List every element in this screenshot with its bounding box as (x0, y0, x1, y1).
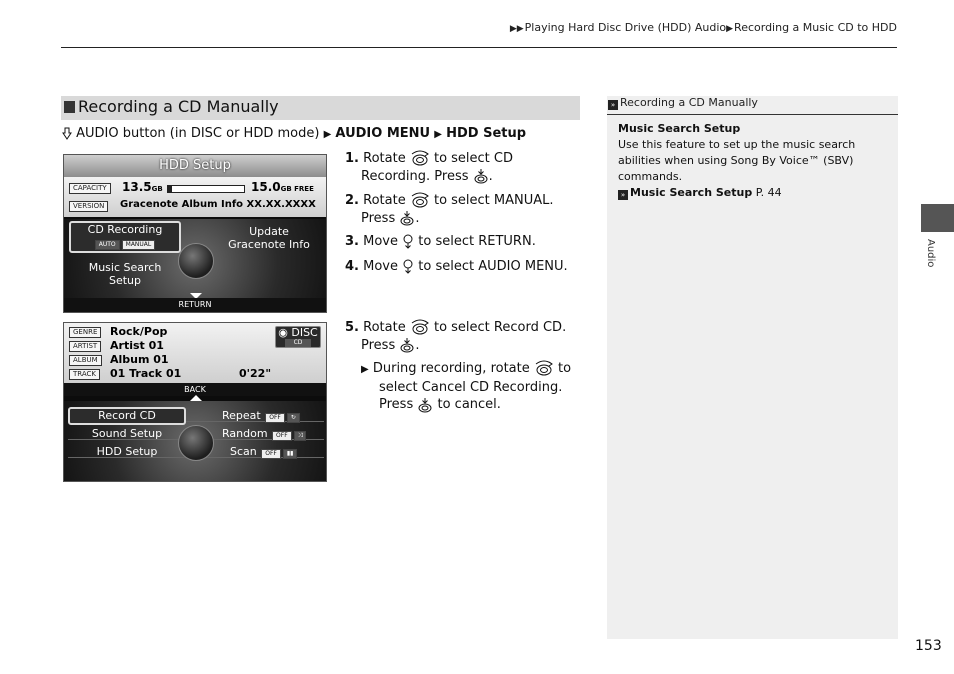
breadcrumb (510, 21, 897, 34)
step-text: . (415, 337, 420, 353)
disc-sub: CD (285, 339, 311, 347)
rotate-knob-icon (410, 192, 430, 209)
side-note-text: Use this feature to set up the music search (618, 138, 856, 151)
step-text: . (562, 320, 567, 335)
random-label: Random (222, 427, 268, 440)
press-knob-icon (417, 397, 433, 413)
step-target: RETURN (478, 234, 532, 249)
step-number: 2. (345, 193, 359, 208)
note-icon: » (608, 100, 618, 110)
manual-tag: MANUAL (122, 240, 156, 250)
xref-page: P. 44 (755, 186, 782, 199)
side-note-subhead: Music Search Setup (618, 122, 741, 135)
audio-menu-area (64, 401, 326, 482)
repeat-icon: ↻ (287, 413, 300, 423)
breadcrumb-sep: ▶ (726, 24, 734, 34)
music-search-setup-option[interactable] (69, 261, 181, 287)
side-note-text: commands. (618, 170, 683, 183)
step-1 (345, 150, 580, 184)
hdd-setup-option[interactable]: HDD Setup (96, 445, 158, 458)
audio-button-icon (62, 127, 72, 141)
step-text: . (563, 259, 568, 274)
step-text: Press (379, 397, 414, 412)
rotate-knob-icon (534, 360, 554, 377)
screen-title: HDD Setup (159, 158, 231, 173)
step-text: Rotate (363, 320, 406, 335)
path-prefix: AUDIO button (in DISC or HDD mode) (76, 126, 320, 141)
step-text: to cancel. (437, 397, 501, 412)
side-note-title: Recording a CD Manually (620, 96, 758, 109)
side-note-text: abilities when using Song By Voice™ (SBV) (618, 154, 854, 167)
step-text: . Press (426, 168, 469, 184)
repeat-off-tag: OFF (265, 413, 285, 423)
record-cd-option[interactable]: Record CD (68, 407, 186, 425)
screen-title-bar (64, 155, 326, 177)
capacity-value: 13.5GB (122, 180, 163, 194)
step-target: Recording (361, 168, 427, 184)
track-value: 01 Track 01 (110, 367, 182, 380)
update-line1: Update (249, 225, 289, 238)
section-square-icon (64, 101, 75, 113)
step-text: to (558, 361, 572, 376)
chapter-tab-label: Audio (925, 239, 936, 268)
step-text: . (549, 193, 554, 208)
side-note-header (607, 96, 898, 115)
scan-label: Scan (230, 445, 257, 458)
breadcrumb-part2: Recording a Music CD to HDD (734, 21, 897, 34)
random-off-tag: OFF (272, 431, 292, 441)
step-text: Press (361, 210, 396, 226)
hdd-menu-area (64, 219, 326, 299)
top-rule (61, 47, 897, 48)
side-note-body (618, 121, 878, 201)
music-search-line2: Setup (108, 274, 142, 287)
menu-path (62, 126, 526, 141)
step-target: Cancel CD Recording (421, 379, 559, 395)
step-text: to select (418, 234, 475, 249)
page-number: 153 (915, 638, 942, 654)
artist-value: Artist 01 (110, 339, 164, 352)
back-button[interactable]: BACK (64, 383, 326, 396)
shuffle-icon: ⤨ (294, 431, 307, 441)
step-target: AUDIO MENU (478, 259, 564, 274)
capacity-tag: CAPACITY (69, 183, 111, 194)
cd-recording-option[interactable] (69, 221, 181, 253)
disc-source-badge (275, 326, 321, 348)
path-arrow-icon: ▶ (434, 129, 442, 140)
chapter-tab (921, 204, 954, 232)
return-button[interactable]: RETURN (64, 298, 326, 312)
cross-reference-link[interactable] (618, 185, 878, 201)
press-knob-icon (473, 168, 489, 184)
elapsed-time: 0'22" (239, 367, 272, 380)
step-text: to select (433, 193, 490, 208)
hdd-setup-screen (63, 154, 327, 313)
rotate-knob-icon (410, 150, 430, 167)
cross-reference-icon: » (618, 190, 628, 200)
step-target: MANUAL (493, 193, 550, 208)
step-text: Rotate (363, 151, 406, 166)
move-joystick-icon (402, 258, 414, 275)
capacity-bar (167, 185, 245, 193)
track-tag: TRACK (69, 369, 100, 380)
scan-off-tag: OFF (261, 449, 281, 459)
step-text: to select (433, 320, 490, 335)
step-text: to select (433, 151, 490, 166)
step-2 (345, 192, 580, 226)
path-menu1: AUDIO MENU (335, 126, 431, 141)
free-value: 15.0GB FREE (251, 180, 314, 194)
step-text: Move (363, 259, 398, 274)
step-text: . (488, 168, 493, 184)
breadcrumb-arrows: ▶▶ (509, 24, 524, 34)
selector-knob-icon (178, 243, 214, 279)
path-arrow-icon: ▶ (323, 129, 332, 140)
move-joystick-icon (402, 233, 414, 250)
xref-label: Music Search Setup (630, 186, 753, 199)
step-text: Press (361, 337, 396, 353)
side-note-panel (607, 96, 898, 639)
update-line2: Gracenote Info (228, 238, 310, 251)
step-3 (345, 233, 580, 251)
random-option[interactable] (214, 427, 324, 441)
section-title: Recording a CD Manually (78, 97, 279, 116)
side-note-rule (607, 114, 898, 115)
step-number: 1. (345, 151, 359, 166)
step-number: 4. (345, 259, 359, 274)
scan-option[interactable] (214, 445, 324, 459)
rotate-knob-icon (410, 319, 430, 336)
scan-icon: ▮▮ (283, 449, 298, 459)
disc-audio-screen (63, 322, 327, 482)
cd-recording-label: CD Recording (87, 223, 163, 236)
track-info-area (64, 323, 326, 383)
step-4 (345, 258, 580, 276)
selector-knob-icon (178, 425, 214, 461)
version-tag: VERSION (69, 201, 108, 212)
substep-bullet-icon: ▶ (361, 364, 369, 375)
repeat-label: Repeat (222, 409, 261, 422)
update-gracenote-option[interactable] (214, 225, 324, 251)
artist-tag: ARTIST (69, 341, 101, 352)
music-search-line1: Music Search (88, 261, 162, 274)
path-menu2: HDD Setup (446, 126, 527, 141)
genre-value: Rock/Pop (110, 325, 168, 338)
step-target: Record CD (493, 320, 563, 335)
step-text: Move (363, 234, 398, 249)
step-number: 3. (345, 234, 359, 249)
version-value: Gracenote Album Info XX.XX.XXXX (120, 199, 316, 210)
repeat-option[interactable] (214, 409, 324, 423)
press-knob-icon (399, 210, 415, 226)
step-text: . (531, 234, 536, 249)
breadcrumb-part1: Playing Hard Disc Drive (HDD) Audio (524, 21, 727, 34)
step-text: . (415, 210, 420, 226)
album-value: Album 01 (110, 353, 169, 366)
step-target: CD (493, 151, 514, 166)
substep (361, 360, 581, 414)
section-heading-bar (61, 96, 580, 120)
step-text: select (379, 379, 418, 395)
capacity-bar-fill (168, 186, 172, 192)
step-5 (345, 319, 580, 353)
step-text: . (558, 379, 563, 395)
step-text: During recording, rotate (372, 361, 530, 376)
capacity-info-area (64, 177, 326, 217)
album-tag: ALBUM (69, 355, 102, 366)
step-number: 5. (345, 320, 359, 335)
step-text: to select (418, 259, 475, 274)
press-knob-icon (399, 337, 415, 353)
step-text: Rotate (363, 193, 406, 208)
disc-label: ◉ DISC (278, 326, 318, 339)
sound-setup-option[interactable]: Sound Setup (91, 427, 163, 440)
auto-tag: AUTO (95, 240, 120, 250)
genre-tag: GENRE (69, 327, 101, 338)
